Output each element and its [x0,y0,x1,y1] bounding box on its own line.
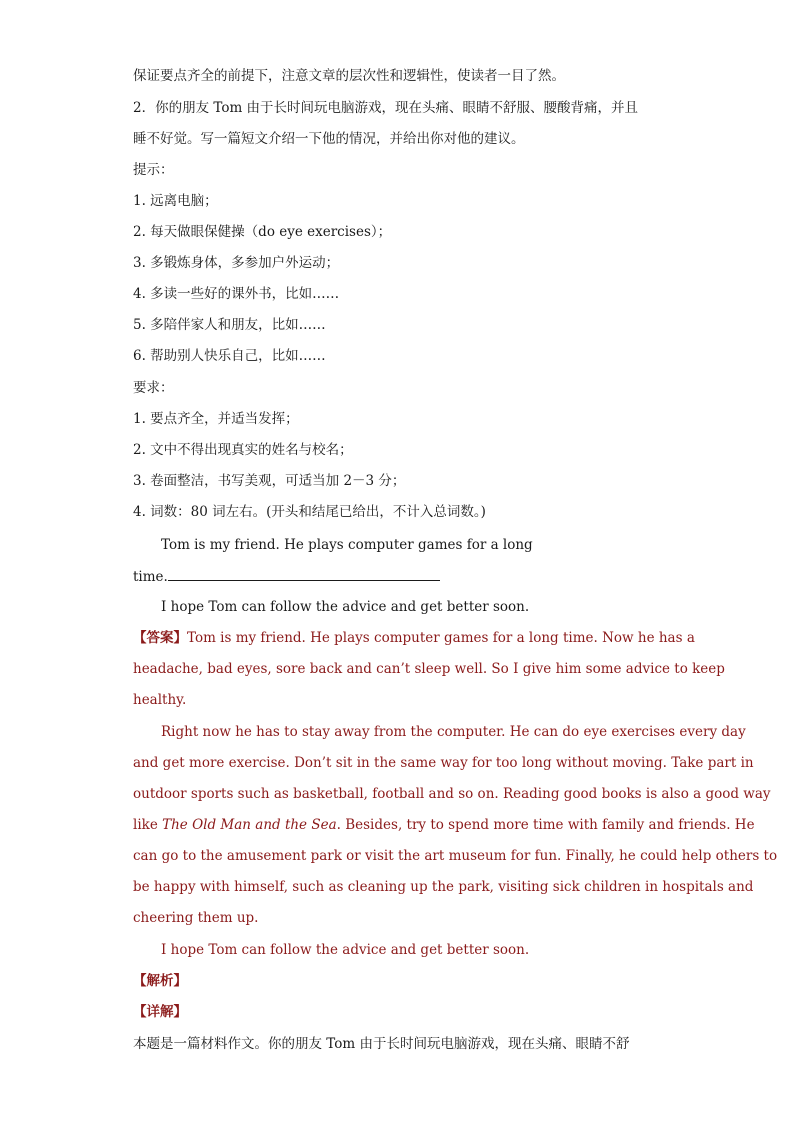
hints-heading: 提示： [133,162,174,178]
hint-item: 5. 多陪伴家人和朋友，比如…… [133,317,326,333]
hint-item: 1. 远离电脑； [133,193,218,209]
answer-line: healthy. [133,692,187,708]
analysis-label: 【解析】 [133,973,187,989]
essay-closing: I hope Tom can follow the advice and get better soon. [161,599,530,615]
paragraph-line: 睡不好觉。写一篇短文介绍一下他的情况，并给出你对他的建议。 [133,131,525,147]
detail-label: 【详解】 [133,1004,187,1020]
paragraph-line: 保证要点齐全的前提下，注意文章的层次性和逻辑性，使读者一目了然。 [133,68,565,84]
answer-line: headache, bad eyes, sore back and can’t sleep well. So I give him some advice to keep [133,661,725,677]
answer-text: like [133,817,163,833]
answer-line: I hope Tom can follow the advice and get better soon. [161,942,530,958]
requirement-item: 1. 要点齐全，并适当发挥； [133,411,299,427]
requirement-item: 4. 词数：80 词左右。(开头和结尾已给出，不计入总词数。) [133,504,486,520]
answer-text: . Besides, try to spend more time with family and friends. He [336,817,755,833]
answer-line [133,815,755,835]
detail-line: 本题是一篇材料作文。你的朋友 Tom 由于长时间玩电脑游戏，现在头痛、眼睛不舒 [133,1036,630,1052]
writing-blank [168,566,440,581]
question-2-line: 2．你的朋友 Tom 由于长时间玩电脑游戏，现在头痛、眼睛不舒服、腰酸背痛，并且 [133,100,639,116]
answer-line: be happy with himself, such as cleaning up the park, visiting sick children in hospitals and [133,879,754,895]
answer-line: cheering them up. [133,910,259,926]
essay-blank-line [133,566,673,587]
answer-line: Right now he has to stay away from the computer. He can do eye exercises every day [161,724,746,740]
essay-opening: Tom is my friend. He plays computer games for a long [161,537,533,553]
answer-line: can go to the amusement park or visit the art museum for fun. Finally, he could help others to [133,848,778,864]
hint-item: 3. 多锻炼身体，多参加户外运动； [133,255,340,271]
requirements-heading: 要求： [133,380,174,396]
answer-line: and get more exercise. Don’t sit in the same way for too long without moving. Take part in [133,755,754,771]
hint-item: 6. 帮助别人快乐自己，比如…… [133,348,326,364]
answer-label: 【答案】 [133,630,187,646]
answer-line: outdoor sports such as basketball, football and so on. Reading good books is also a good way [133,786,771,802]
essay-blank-prefix: time. [133,569,168,585]
answer-text: Tom is my friend. He plays computer games for a long time. Now he has a [187,630,695,646]
requirement-item: 2. 文中不得出现真实的姓名与校名； [133,442,353,458]
hint-item: 2. 每天做眼保健操（do eye exercises）； [133,224,392,240]
book-title: The Old Man and the Sea [162,817,337,833]
answer-line [133,628,695,648]
requirement-item: 3. 卷面整洁，书写美观，可适当加 2－3 分； [133,473,406,489]
hint-item: 4. 多读一些好的课外书，比如…… [133,286,340,302]
